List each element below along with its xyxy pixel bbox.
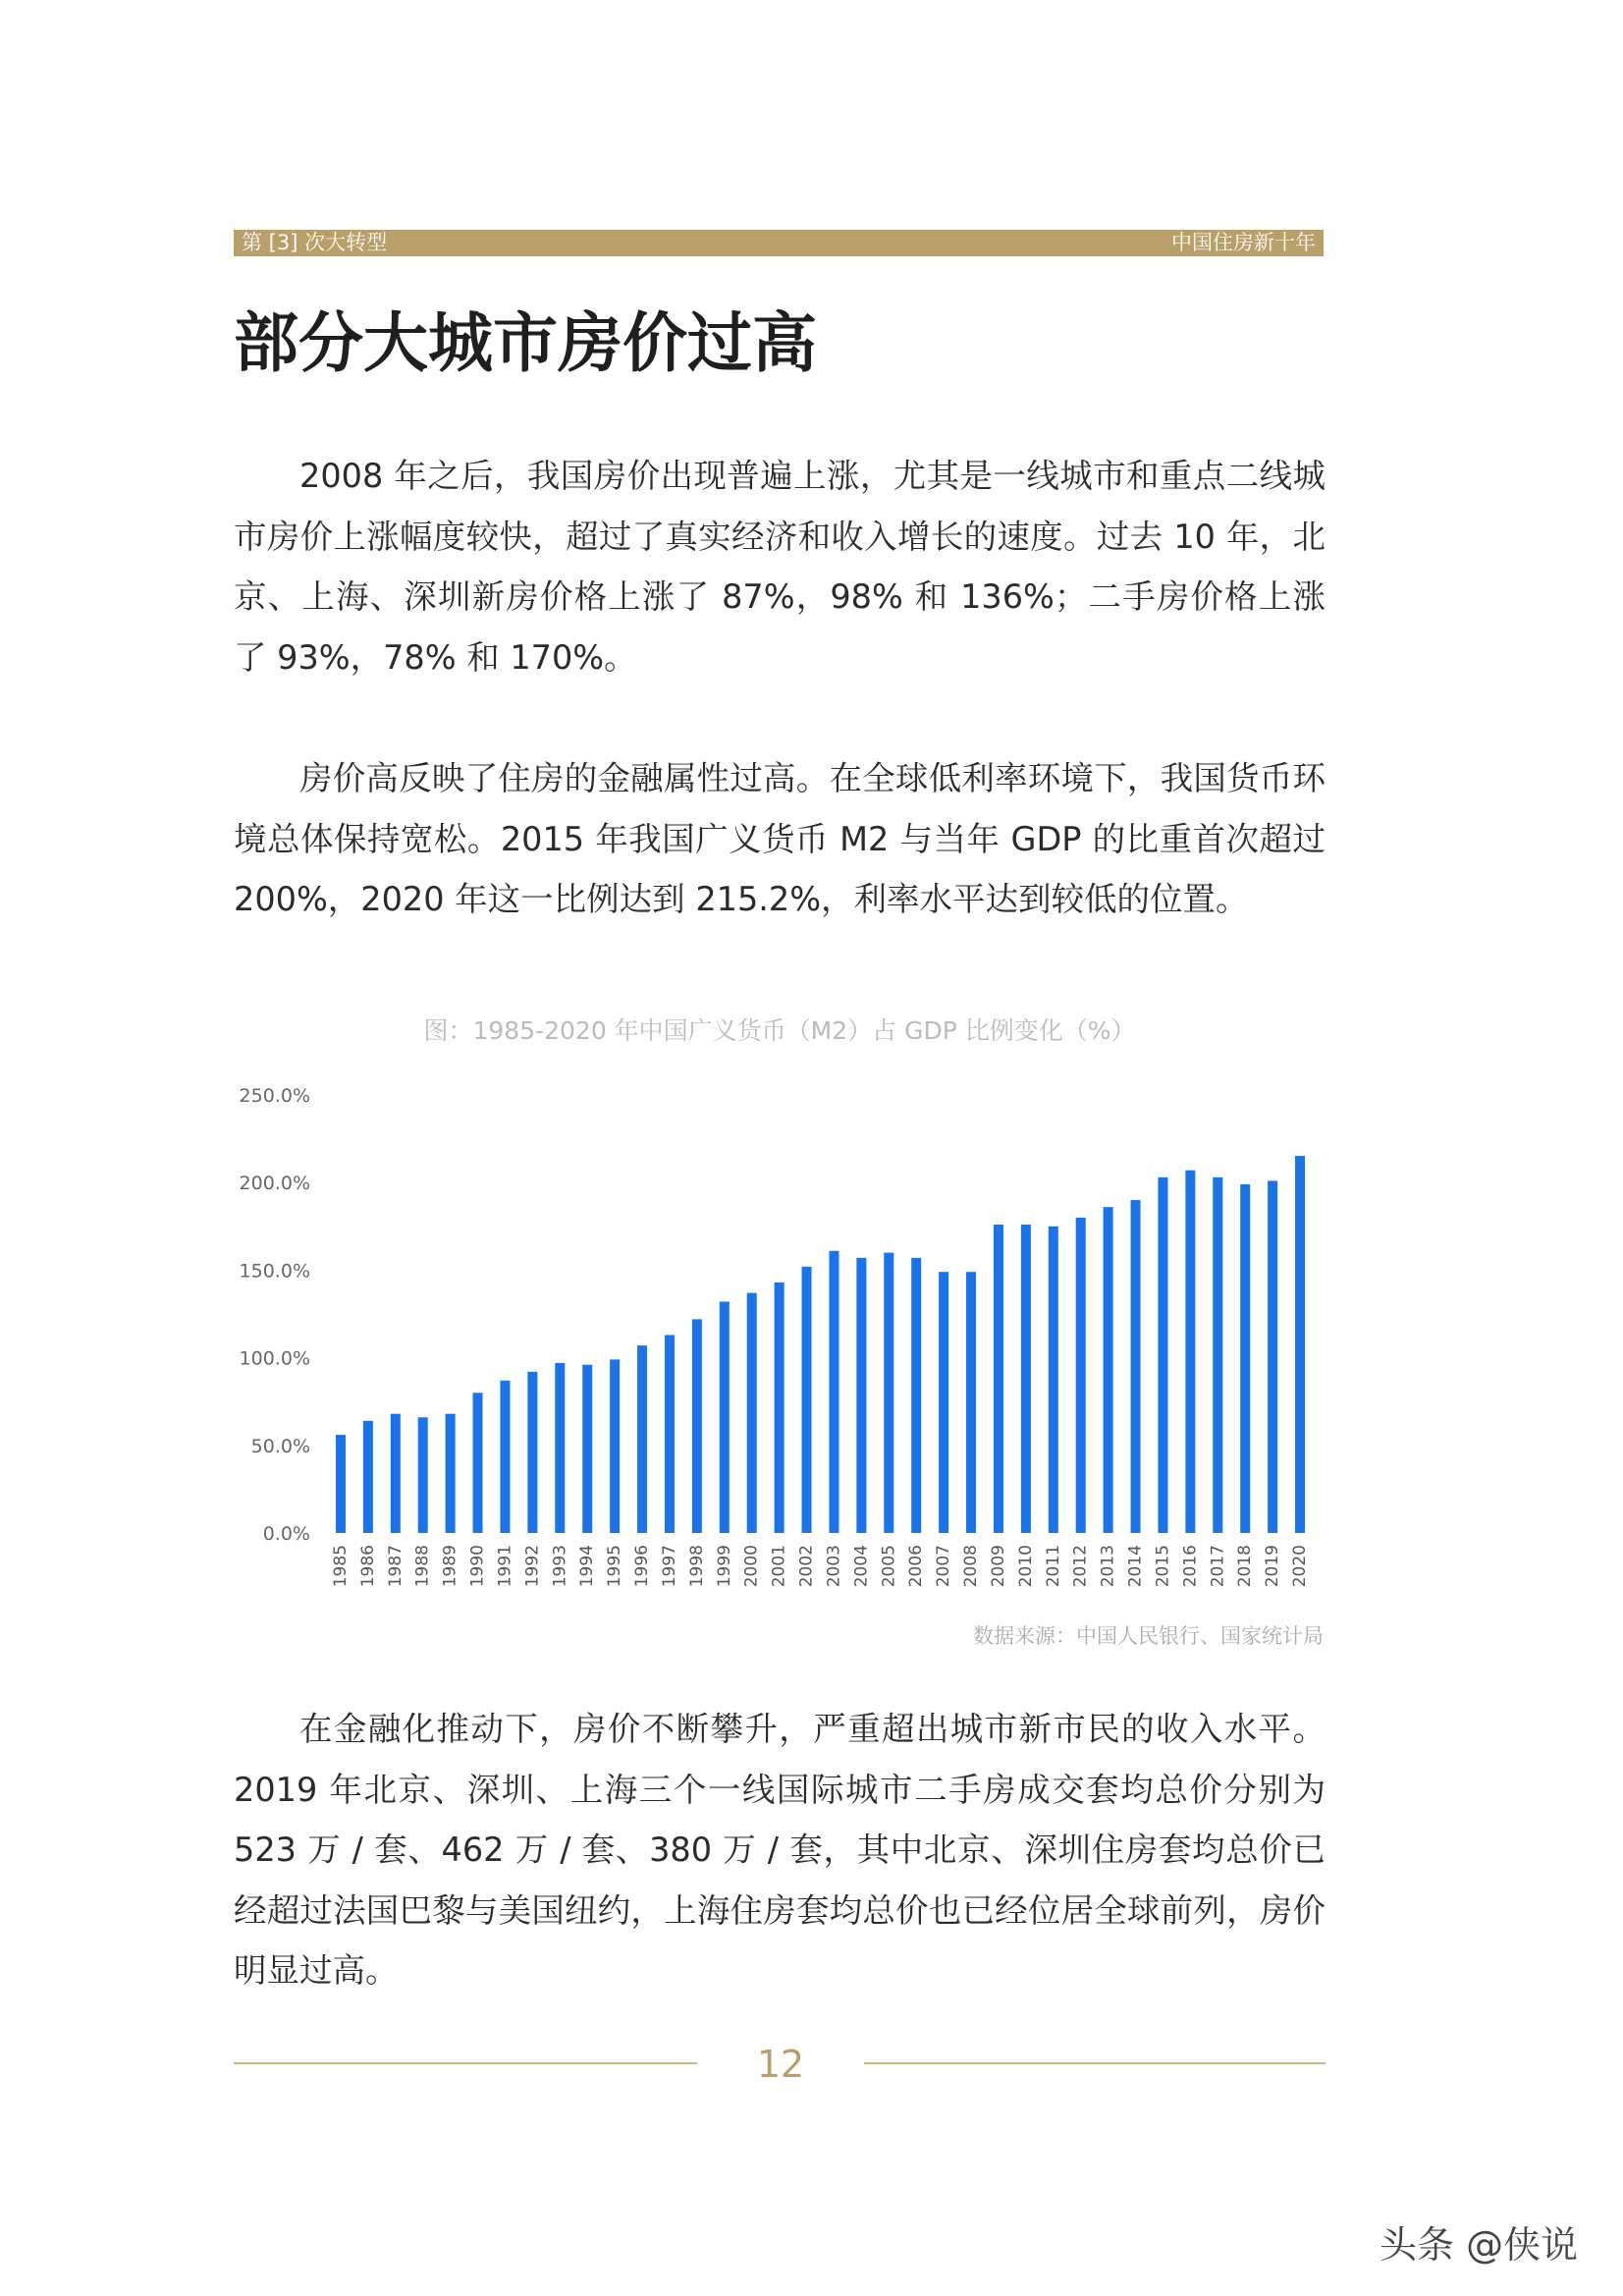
bar-1999 bbox=[720, 1302, 730, 1533]
x-tick-label: 2001 bbox=[769, 1545, 789, 1588]
bar-1985 bbox=[336, 1435, 346, 1533]
bar-1994 bbox=[582, 1365, 592, 1533]
bar-2018 bbox=[1240, 1184, 1250, 1533]
header-chapter: 第 [3] 次大转型 bbox=[242, 231, 388, 254]
x-tick-label: 2002 bbox=[796, 1545, 817, 1588]
x-tick-label: 2013 bbox=[1098, 1545, 1118, 1588]
paragraph-1: 2008 年之后，我国房价出现普遍上涨，尤其是一线城市和重点二线城市房价上涨幅度较快，超过了真实经济和收入增长的速度。过去 10 年，北京、上海、深圳新房价格上涨了 87%，98% 和 136%；二手房价格上涨了 93%，78% 和 170%。 bbox=[234, 457, 1325, 677]
page-title: 部分大城市房价过高 bbox=[234, 305, 817, 381]
x-tick-label: 1991 bbox=[495, 1545, 515, 1588]
bar-2003 bbox=[829, 1251, 839, 1533]
bar-2010 bbox=[1021, 1225, 1031, 1533]
x-tick-label: 2020 bbox=[1290, 1545, 1311, 1588]
bar-1987 bbox=[391, 1414, 401, 1533]
chart-title: 图：1985-2020 年中国广义货币（M2）占 GDP 比例变化（%） bbox=[423, 1016, 1136, 1045]
source-note: 数据来源：中国人民银行、国家统计局 bbox=[973, 1624, 1324, 1648]
x-tick-label: 1986 bbox=[357, 1545, 378, 1588]
bar-2004 bbox=[856, 1258, 866, 1533]
x-tick-label: 1998 bbox=[686, 1545, 707, 1588]
bar-1998 bbox=[692, 1319, 702, 1533]
bar-2009 bbox=[994, 1225, 1003, 1533]
y-tick-label: 200.0% bbox=[239, 1173, 310, 1195]
watermark: 头条 @侠说 bbox=[1380, 2223, 1579, 2267]
bar-2016 bbox=[1185, 1171, 1195, 1533]
x-tick-label: 2010 bbox=[1015, 1545, 1036, 1588]
header-bar bbox=[234, 230, 1324, 256]
y-tick-label: 100.0% bbox=[239, 1347, 310, 1370]
bar-2006 bbox=[911, 1258, 921, 1533]
bar-2019 bbox=[1268, 1180, 1277, 1533]
paragraph-2: 房价高反映了住房的金融属性过高。在全球低利率环境下，我国货币环境总体保持宽松。2015 年我国广义货币 M2 与当年 GDP 的比重首次超过 200%，2020 年这一比例达到 215.2%，利率水平达到较低的位置。 bbox=[234, 759, 1325, 918]
paragraph-3: 在金融化推动下，房价不断攀升，严重超出城市新市民的收入水平。2019 年北京、深圳、上海三个一线国际城市二手房成交套均总价分别为 523 万 / 套、462 万 / 套、380 万 / 套，其中北京、深圳住房套均总价已经超过法国巴黎与美国纽约，上海住房套均总价也已经位居全球前列，房价明显过高。 bbox=[234, 1710, 1325, 1990]
x-tick-label: 2017 bbox=[1208, 1545, 1228, 1588]
bar-2013 bbox=[1104, 1207, 1113, 1533]
x-tick-label: 1994 bbox=[577, 1545, 598, 1588]
bar-1988 bbox=[418, 1417, 428, 1533]
bar-2008 bbox=[966, 1272, 976, 1533]
x-tick-label: 2014 bbox=[1125, 1545, 1146, 1588]
x-tick-label: 2016 bbox=[1180, 1545, 1201, 1588]
bar-2015 bbox=[1158, 1177, 1167, 1533]
x-tick-label: 2008 bbox=[961, 1545, 982, 1588]
bar-2020 bbox=[1295, 1156, 1305, 1533]
y-tick-label: 50.0% bbox=[250, 1435, 310, 1457]
x-tick-label: 2003 bbox=[824, 1545, 844, 1588]
bar-2002 bbox=[802, 1267, 812, 1533]
bar-1995 bbox=[610, 1359, 620, 1533]
x-tick-label: 1997 bbox=[659, 1545, 679, 1588]
x-tick-label: 2018 bbox=[1235, 1545, 1256, 1588]
x-tick-label: 2006 bbox=[906, 1545, 927, 1588]
bar-2005 bbox=[884, 1253, 893, 1533]
x-tick-label: 1989 bbox=[440, 1545, 460, 1588]
bar-1996 bbox=[637, 1345, 647, 1533]
x-tick-label: 1990 bbox=[467, 1545, 488, 1588]
bar-2012 bbox=[1076, 1218, 1086, 1533]
bar-2007 bbox=[939, 1272, 948, 1533]
bar-2011 bbox=[1049, 1227, 1058, 1533]
bar-1997 bbox=[665, 1335, 675, 1533]
x-tick-label: 2011 bbox=[1043, 1545, 1063, 1588]
y-tick-label: 150.0% bbox=[239, 1260, 310, 1283]
x-tick-label: 2009 bbox=[988, 1545, 1008, 1588]
bar-2017 bbox=[1213, 1177, 1222, 1533]
bar-1986 bbox=[363, 1421, 373, 1533]
bar-2014 bbox=[1131, 1200, 1141, 1533]
x-tick-label: 2004 bbox=[851, 1545, 872, 1588]
x-tick-label: 1996 bbox=[632, 1545, 653, 1588]
header-book-title: 中国住房新十年 bbox=[1171, 231, 1316, 254]
bar-1989 bbox=[446, 1414, 456, 1533]
bar-1992 bbox=[527, 1372, 537, 1533]
y-tick-label: 250.0% bbox=[239, 1085, 310, 1107]
x-tick-label: 2019 bbox=[1263, 1545, 1283, 1588]
y-tick-label: 0.0% bbox=[262, 1523, 310, 1545]
x-tick-label: 2000 bbox=[741, 1545, 762, 1588]
x-tick-label: 2007 bbox=[934, 1545, 954, 1588]
x-tick-label: 1999 bbox=[714, 1545, 734, 1588]
footer-divider-right bbox=[864, 2062, 1325, 2064]
bar-1993 bbox=[555, 1363, 565, 1533]
page-number: 12 bbox=[756, 2043, 805, 2086]
bar-1990 bbox=[473, 1393, 483, 1533]
x-tick-label: 1985 bbox=[330, 1545, 351, 1588]
x-tick-label: 1988 bbox=[412, 1545, 433, 1588]
x-tick-label: 2005 bbox=[879, 1545, 899, 1588]
bar-2000 bbox=[747, 1293, 757, 1533]
x-tick-label: 1993 bbox=[550, 1545, 570, 1588]
bar-1991 bbox=[500, 1381, 510, 1533]
x-tick-label: 2015 bbox=[1153, 1545, 1173, 1588]
bar-2001 bbox=[775, 1283, 784, 1533]
x-tick-label: 1995 bbox=[605, 1545, 625, 1588]
x-tick-label: 1987 bbox=[385, 1545, 406, 1588]
x-tick-label: 2012 bbox=[1070, 1545, 1091, 1588]
m2-gdp-bar-chart bbox=[234, 1068, 1325, 1604]
x-tick-label: 1992 bbox=[522, 1545, 543, 1588]
footer-divider-left bbox=[234, 2062, 697, 2064]
